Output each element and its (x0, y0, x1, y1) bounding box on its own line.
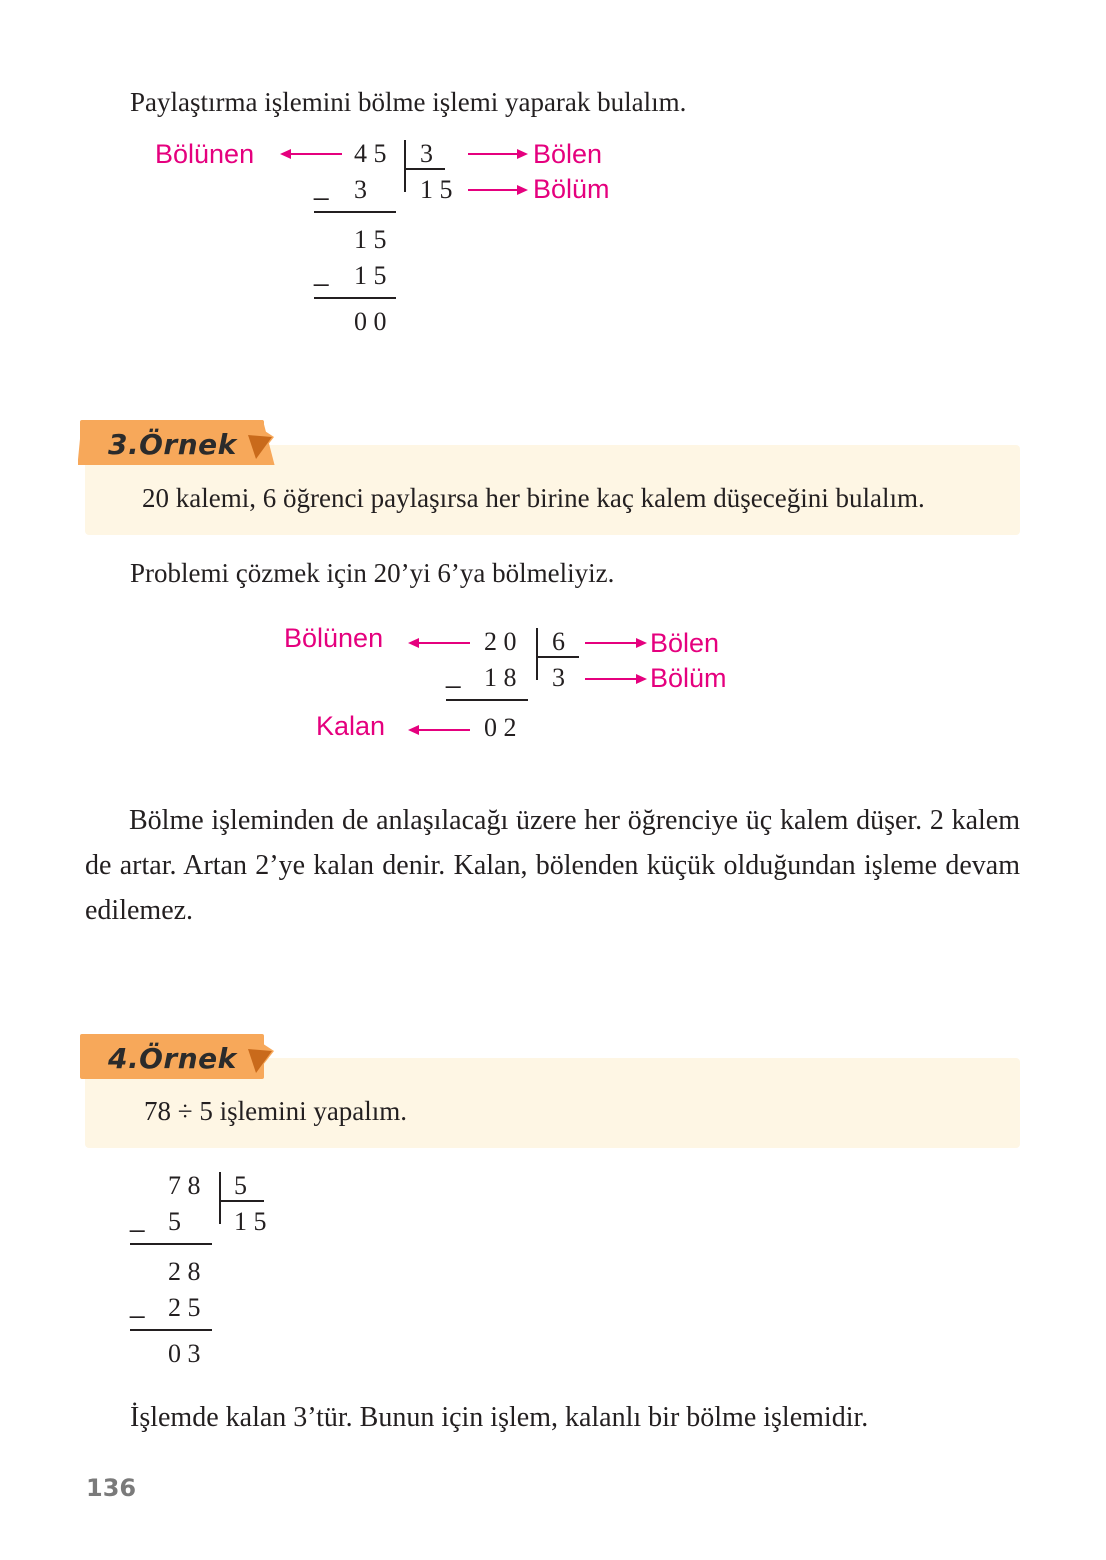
division-bar (219, 1172, 221, 1224)
quotient: 1 5 (420, 175, 453, 204)
minus-sign: _ (130, 1203, 145, 1233)
dividend: 7 8 (168, 1171, 201, 1200)
label-divisor: Bölen (650, 628, 720, 658)
step1-subtrahend: 5 (168, 1207, 181, 1236)
subtrahend: 1 8 (484, 663, 517, 692)
minus-sign: _ (446, 659, 461, 689)
arrow-left-icon (406, 635, 472, 651)
minus-sign: _ (130, 1289, 145, 1319)
step2-subtrahend: 1 5 (354, 261, 387, 290)
subtraction-line (314, 297, 396, 299)
label-dividend: Bölünen (284, 623, 384, 653)
divisor-underline (537, 656, 579, 658)
label-divisor: Bölen (533, 139, 603, 169)
step2-subtrahend: 2 5 (168, 1293, 201, 1322)
arrow-left-icon (278, 146, 344, 162)
label-remainder: Kalan (316, 711, 386, 741)
example4-text: 78 ÷ 5 işlemini yapalım. (144, 1096, 408, 1126)
intro-sentence: Paylaştırma işlemini bölme işlemi yaparak bulalım. (130, 87, 687, 117)
example4-conclusion: İşlemde kalan 3’tür. Bunun için işlem, kalanlı bir bölme işlemidir. (130, 1402, 869, 1433)
divisor: 3 (420, 139, 433, 168)
arrow-right-icon (583, 635, 649, 651)
subtraction-line (314, 211, 396, 213)
quotient: 3 (552, 663, 565, 692)
division-bar (536, 628, 538, 680)
subtraction-line (446, 699, 528, 701)
arrow-right-icon (466, 146, 530, 162)
example3-text: 20 kalemi, 6 öğrenci paylaşırsa her birine kaç kalem düşeceğini bulalım. (142, 483, 925, 513)
step1-result: 2 8 (168, 1257, 201, 1286)
division-bar (404, 140, 406, 192)
subtraction-line (130, 1243, 212, 1245)
minus-sign: _ (314, 171, 329, 201)
step1-subtrahend: 3 (354, 175, 367, 204)
remainder: 0 2 (484, 713, 517, 742)
divisor-underline (405, 168, 445, 170)
step2-result: 0 0 (354, 307, 387, 336)
arrow-right-icon (583, 671, 649, 687)
divisor: 5 (234, 1171, 247, 1200)
step2-result: 0 3 (168, 1339, 201, 1368)
example4-title: 4.Örnek (108, 1042, 237, 1075)
dividend: 4 5 (354, 139, 387, 168)
example3-title: 3.Örnek (108, 428, 237, 461)
label-quotient: Bölüm (650, 663, 727, 693)
page-number: 136 (86, 1474, 137, 1502)
divisor-underline (220, 1200, 264, 1202)
minus-sign: _ (314, 257, 329, 287)
dividend: 2 0 (484, 627, 517, 656)
example3-explanation: Bölme işleminden de anlaşılacağı üzere her öğrenciye üç kalem düşer. 2 kalem de artar. Artan 2’ye kalan denir. Kalan, bölenden küçük olduğundan işleme devam edilemez. (85, 805, 1020, 926)
label-dividend: Bölünen (155, 139, 255, 169)
arrow-right-icon (466, 182, 530, 198)
subtraction-line (130, 1329, 212, 1331)
divisor: 6 (552, 627, 565, 656)
arrow-left-icon (406, 722, 472, 738)
quotient: 1 5 (234, 1207, 267, 1236)
step1-result: 1 5 (354, 225, 387, 254)
label-quotient: Bölüm (533, 174, 610, 204)
example3-intro: Problemi çözmek için 20’yi 6’ya bölmeliyiz. (130, 558, 615, 588)
